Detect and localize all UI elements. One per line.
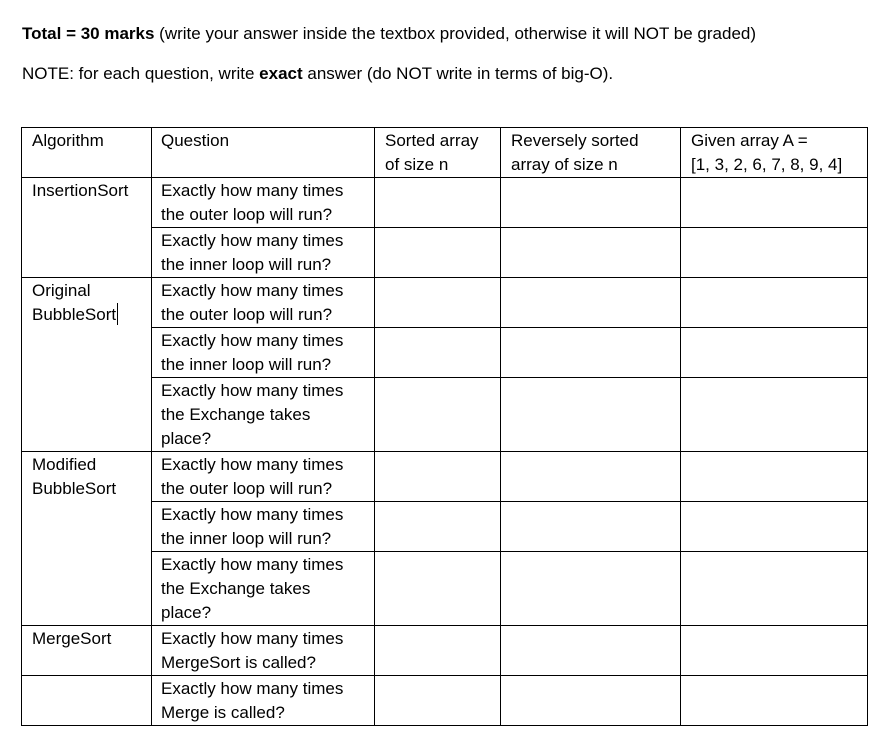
answer-textbox-reverse[interactable] bbox=[501, 626, 681, 676]
table-row bbox=[22, 452, 868, 502]
answer-textbox-sorted[interactable] bbox=[375, 228, 501, 278]
answer-textbox-given[interactable] bbox=[681, 378, 868, 452]
answer-textbox-reverse[interactable] bbox=[501, 378, 681, 452]
question-cell: Exactly how many times the Exchange takes place? bbox=[152, 552, 375, 626]
answer-textbox-reverse[interactable] bbox=[501, 228, 681, 278]
answer-textbox-given[interactable] bbox=[681, 502, 868, 552]
answer-textbox-given[interactable] bbox=[681, 228, 868, 278]
total-marks-bold: Total = 30 marks bbox=[22, 24, 155, 43]
answer-textbox-reverse[interactable] bbox=[501, 178, 681, 228]
table-row bbox=[22, 676, 868, 726]
answer-textbox-reverse[interactable] bbox=[501, 278, 681, 328]
total-marks-line bbox=[22, 23, 756, 45]
question-cell: Exactly how many times Merge is called? bbox=[152, 676, 375, 726]
answer-textbox-reverse[interactable] bbox=[501, 452, 681, 502]
total-marks-instruction: (write your answer inside the textbox provided, otherwise it will NOT be graded) bbox=[154, 24, 757, 43]
table-row bbox=[22, 626, 868, 676]
question-cell: Exactly how many times the outer loop will run? bbox=[152, 178, 375, 228]
answer-table bbox=[21, 127, 868, 726]
algorithm-modified-bubblesort: Modified BubbleSort bbox=[22, 452, 152, 626]
text-cursor bbox=[117, 303, 118, 325]
note-suffix: answer (do NOT write in terms of big-O). bbox=[302, 64, 614, 83]
question-cell: Exactly how many times the outer loop will run? bbox=[152, 452, 375, 502]
header-given-array: Given array A = [1, 3, 2, 6, 7, 8, 9, 4] bbox=[681, 128, 868, 178]
header-reversely-sorted-array: Reversely sorted array of size n bbox=[501, 128, 681, 178]
header-algorithm: Algorithm bbox=[22, 128, 152, 178]
answer-textbox-given[interactable] bbox=[681, 328, 868, 378]
note-line bbox=[22, 63, 613, 85]
answer-textbox-reverse[interactable] bbox=[501, 502, 681, 552]
answer-textbox-sorted[interactable] bbox=[375, 328, 501, 378]
answer-textbox-given[interactable] bbox=[681, 178, 868, 228]
answer-textbox-given[interactable] bbox=[681, 676, 868, 726]
question-cell: Exactly how many times the inner loop will run? bbox=[152, 502, 375, 552]
algorithm-original-bubblesort[interactable]: Original BubbleSort bbox=[22, 278, 152, 452]
algorithm-mergesort: MergeSort bbox=[22, 626, 152, 676]
answer-textbox-reverse[interactable] bbox=[501, 328, 681, 378]
header-row bbox=[22, 128, 868, 178]
answer-textbox-given[interactable] bbox=[681, 452, 868, 502]
answer-textbox-reverse[interactable] bbox=[501, 676, 681, 726]
note-prefix: NOTE: for each question, write bbox=[22, 64, 260, 83]
question-cell: Exactly how many times the inner loop will run? bbox=[152, 228, 375, 278]
table-row bbox=[22, 278, 868, 328]
table-row bbox=[22, 178, 868, 228]
question-cell: Exactly how many times the Exchange takes place? bbox=[152, 378, 375, 452]
answer-textbox-sorted[interactable] bbox=[375, 626, 501, 676]
answer-textbox-sorted[interactable] bbox=[375, 502, 501, 552]
answer-textbox-sorted[interactable] bbox=[375, 278, 501, 328]
question-cell: Exactly how many times the inner loop will run? bbox=[152, 328, 375, 378]
answer-textbox-given[interactable] bbox=[681, 626, 868, 676]
algorithm-empty-cell bbox=[22, 676, 152, 726]
header-question: Question bbox=[152, 128, 375, 178]
answer-textbox-sorted[interactable] bbox=[375, 676, 501, 726]
header-sorted-array: Sorted array of size n bbox=[375, 128, 501, 178]
answer-textbox-given[interactable] bbox=[681, 278, 868, 328]
answer-textbox-sorted[interactable] bbox=[375, 178, 501, 228]
answer-textbox-sorted[interactable] bbox=[375, 552, 501, 626]
answer-textbox-sorted[interactable] bbox=[375, 452, 501, 502]
question-cell: Exactly how many times the outer loop will run? bbox=[152, 278, 375, 328]
note-exact-bold: exact bbox=[259, 64, 303, 83]
question-cell: Exactly how many times MergeSort is called? bbox=[152, 626, 375, 676]
algorithm-insertionsort: InsertionSort bbox=[22, 178, 152, 278]
answer-textbox-reverse[interactable] bbox=[501, 552, 681, 626]
answer-textbox-sorted[interactable] bbox=[375, 378, 501, 452]
answer-textbox-given[interactable] bbox=[681, 552, 868, 626]
